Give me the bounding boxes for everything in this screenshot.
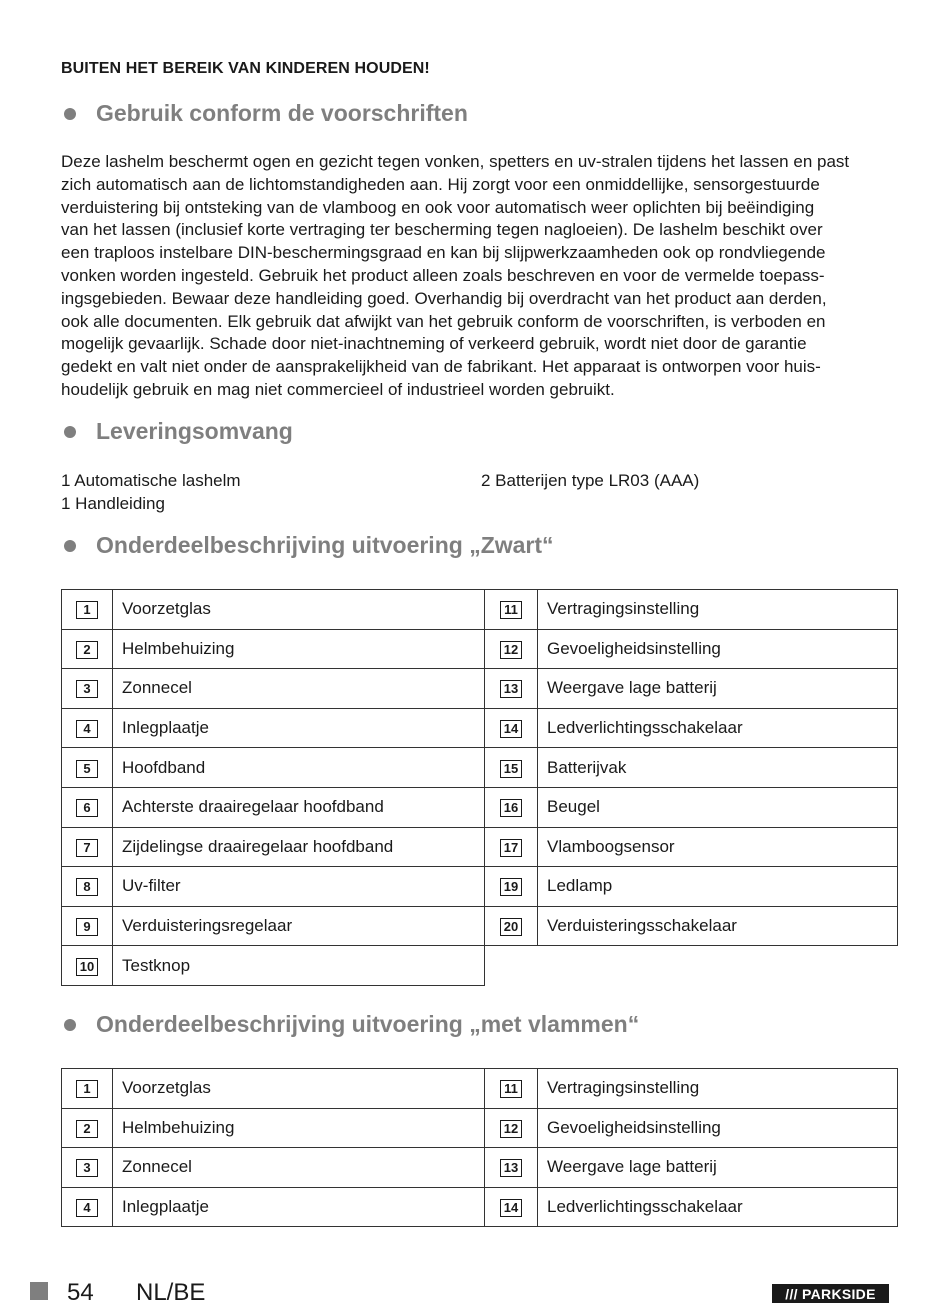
- part-label-cell: Helmbehuizing: [113, 629, 485, 669]
- paragraph-line: mogelijk gevaarlijk. Schade door niet-inachtneming of verkeerd gebruik, wordt niet door de garantie: [61, 334, 807, 354]
- part-label-cell: Vertragingsinstelling: [538, 590, 898, 630]
- table-row: [62, 1148, 898, 1188]
- part-number-cell: [62, 787, 113, 827]
- part-label-cell: Voorzetglas: [113, 590, 485, 630]
- intended-use-paragraph: [61, 151, 889, 402]
- part-number-cell: [485, 1148, 538, 1188]
- part-number-badge: 8: [76, 878, 98, 896]
- part-number-cell: [62, 1108, 113, 1148]
- paragraph-line: van het lassen (inclusief korte vertraging ter bescherming tegen nagloeien). De lashelm beschikt over: [61, 220, 823, 240]
- locale-label: NL/BE: [136, 1279, 206, 1306]
- part-number-cell: [62, 669, 113, 709]
- part-label-cell: Zijdelingse draairegelaar hoofdband: [113, 827, 485, 867]
- part-label-cell: Verduisteringsregelaar: [113, 906, 485, 946]
- part-number-badge: 3: [76, 1159, 98, 1177]
- table-row: [62, 906, 898, 946]
- paragraph-line: een traploos instelbare DIN-beschermingsgraad en kan bij slijpwerkzaamheden ook op rondvliegende: [61, 243, 826, 263]
- part-label-cell: Uv-filter: [113, 867, 485, 907]
- part-number-cell: [62, 867, 113, 907]
- scope-item: 1 Automatische lashelm: [61, 471, 241, 490]
- table-row: [62, 1187, 898, 1227]
- part-label-cell: Ledverlichtingsschakelaar: [538, 1187, 898, 1227]
- part-number-badge: 6: [76, 799, 98, 817]
- part-number-cell: [62, 708, 113, 748]
- part-number-badge: 11: [500, 601, 522, 619]
- part-number-badge: 14: [500, 1199, 522, 1217]
- parts-table-black: [61, 589, 898, 986]
- part-number-badge: 10: [76, 958, 98, 976]
- heading-label: Leveringsomvang: [96, 418, 293, 444]
- part-number-cell: [62, 1187, 113, 1227]
- part-label-cell: Vlamboogsensor: [538, 827, 898, 867]
- heading-label: Onderdeelbeschrijving uitvoering „Zwart“: [96, 532, 554, 558]
- part-number-badge: 13: [500, 1159, 522, 1177]
- part-label-cell: Zonnecel: [113, 669, 485, 709]
- part-label-cell: Verduisteringsschakelaar: [538, 906, 898, 946]
- part-number-badge: 13: [500, 680, 522, 698]
- part-number-cell: [485, 590, 538, 630]
- part-number-badge: 5: [76, 760, 98, 778]
- part-number-cell: [62, 748, 113, 788]
- part-label-cell: Helmbehuizing: [113, 1108, 485, 1148]
- part-label-cell: Gevoeligheidsinstelling: [538, 1108, 898, 1148]
- heading-parts-flames: [61, 1011, 639, 1038]
- part-number-cell: [485, 1069, 538, 1109]
- part-number-badge: 12: [500, 641, 522, 659]
- table-row: [62, 827, 898, 867]
- heading-intended-use: [61, 100, 468, 127]
- part-number-cell: [485, 629, 538, 669]
- paragraph-line: ook alle documenten. Elk gebruik dat afwijkt van het gebruik conform de voorschriften, is verboden en: [61, 311, 826, 331]
- part-number-badge: 4: [76, 1199, 98, 1217]
- part-number-cell: [62, 1148, 113, 1188]
- part-label-cell: Voorzetglas: [113, 1069, 485, 1109]
- part-label-cell: Gevoeligheidsinstelling: [538, 629, 898, 669]
- table-row: [62, 748, 898, 788]
- page-number: 54: [67, 1279, 94, 1306]
- empty-cell: [538, 946, 898, 986]
- part-label-cell: Hoofdband: [113, 748, 485, 788]
- part-number-badge: 11: [500, 1080, 522, 1098]
- table-row: [62, 787, 898, 827]
- part-label-cell: Ledverlichtingsschakelaar: [538, 708, 898, 748]
- table-row: [62, 1069, 898, 1109]
- warning-text: BUITEN HET BEREIK VAN KINDEREN HOUDEN!: [61, 60, 430, 77]
- part-label-cell: Achterste draairegelaar hoofdband: [113, 787, 485, 827]
- table-row: [62, 629, 898, 669]
- part-number-cell: [485, 1187, 538, 1227]
- heading-parts-black: [61, 532, 554, 559]
- part-number-badge: 7: [76, 839, 98, 857]
- bullet-icon: [64, 540, 76, 552]
- table-row: [62, 946, 898, 986]
- part-number-cell: [485, 906, 538, 946]
- part-number-badge: 12: [500, 1120, 522, 1138]
- part-number-badge: 1: [76, 1080, 98, 1098]
- bullet-icon: [64, 426, 76, 438]
- part-label-cell: Beugel: [538, 787, 898, 827]
- part-number-badge: 3: [76, 680, 98, 698]
- bullet-icon: [64, 108, 76, 120]
- part-number-cell: [62, 827, 113, 867]
- table-row: [62, 1108, 898, 1148]
- part-label-cell: Weergave lage batterij: [538, 669, 898, 709]
- scope-item: 2 Batterijen type LR03 (AAA): [481, 471, 700, 490]
- part-label-cell: Vertragingsinstelling: [538, 1069, 898, 1109]
- paragraph-line: verduistering bij ontsteking van de vlamboog en ook voor automatisch weer oplichten bij beëindiging: [61, 197, 815, 217]
- part-label-cell: Testknop: [113, 946, 485, 986]
- part-number-cell: [485, 708, 538, 748]
- part-number-badge: 14: [500, 720, 522, 738]
- parts-table-flames: [61, 1068, 898, 1227]
- paragraph-line: houdelijk gebruik en mag niet commercieel of industrieel worden gebruikt.: [61, 379, 615, 399]
- table-row: [62, 590, 898, 630]
- part-number-badge: 2: [76, 641, 98, 659]
- heading-scope: [61, 418, 293, 445]
- footer-marker: [30, 1282, 48, 1300]
- part-number-badge: 1: [76, 601, 98, 619]
- part-label-cell: Zonnecel: [113, 1148, 485, 1188]
- parkside-logo: /// PARKSIDE: [772, 1284, 889, 1303]
- part-number-cell: [62, 629, 113, 669]
- paragraph-line: Deze lashelm beschermt ogen en gezicht tegen vonken, spetters en uv-stralen tijdens het lassen en past: [61, 152, 850, 171]
- scope-item: 1 Handleiding: [61, 494, 165, 513]
- empty-cell: [485, 946, 538, 986]
- part-number-cell: [62, 946, 113, 986]
- part-number-badge: 19: [500, 878, 522, 896]
- part-number-badge: 20: [500, 918, 522, 936]
- part-number-cell: [485, 748, 538, 788]
- part-number-cell: [485, 669, 538, 709]
- paragraph-line: gedekt en valt niet onder de aansprakelijkheid van de fabrikant. Het apparaat is ontworpen voor huis-: [61, 357, 821, 377]
- part-number-badge: 9: [76, 918, 98, 936]
- bullet-icon: [64, 1019, 76, 1031]
- paragraph-line: ingsgebieden. Bewaar deze handleiding goed. Overhandig bij overdracht van het product aan derden,: [61, 288, 827, 308]
- paragraph-line: zich automatisch aan de lichtomstandigheden aan. Hij zorgt voor een onmiddellijke, sensorgestuurde: [61, 174, 820, 194]
- part-number-cell: [485, 787, 538, 827]
- part-number-cell: [62, 1069, 113, 1109]
- part-number-cell: [485, 827, 538, 867]
- heading-label: Gebruik conform de voorschriften: [96, 100, 468, 126]
- part-number-cell: [62, 906, 113, 946]
- part-label-cell: Batterijvak: [538, 748, 898, 788]
- paragraph-line: vonken worden ingesteld. Gebruik het product alleen zoals beschreven en voor de vermelde toepass-: [61, 265, 825, 285]
- heading-label: Onderdeelbeschrijving uitvoering „met vlammen“: [96, 1011, 640, 1037]
- part-number-cell: [62, 590, 113, 630]
- part-number-cell: [485, 867, 538, 907]
- part-label-cell: Weergave lage batterij: [538, 1148, 898, 1188]
- part-number-badge: 16: [500, 799, 522, 817]
- part-number-badge: 2: [76, 1120, 98, 1138]
- part-label-cell: Ledlamp: [538, 867, 898, 907]
- table-row: [62, 867, 898, 907]
- part-label-cell: Inlegplaatje: [113, 1187, 485, 1227]
- part-number-badge: 15: [500, 760, 522, 778]
- part-number-badge: 4: [76, 720, 98, 738]
- part-number-cell: [485, 1108, 538, 1148]
- part-label-cell: Inlegplaatje: [113, 708, 485, 748]
- table-row: [62, 708, 898, 748]
- part-number-badge: 17: [500, 839, 522, 857]
- table-row: [62, 669, 898, 709]
